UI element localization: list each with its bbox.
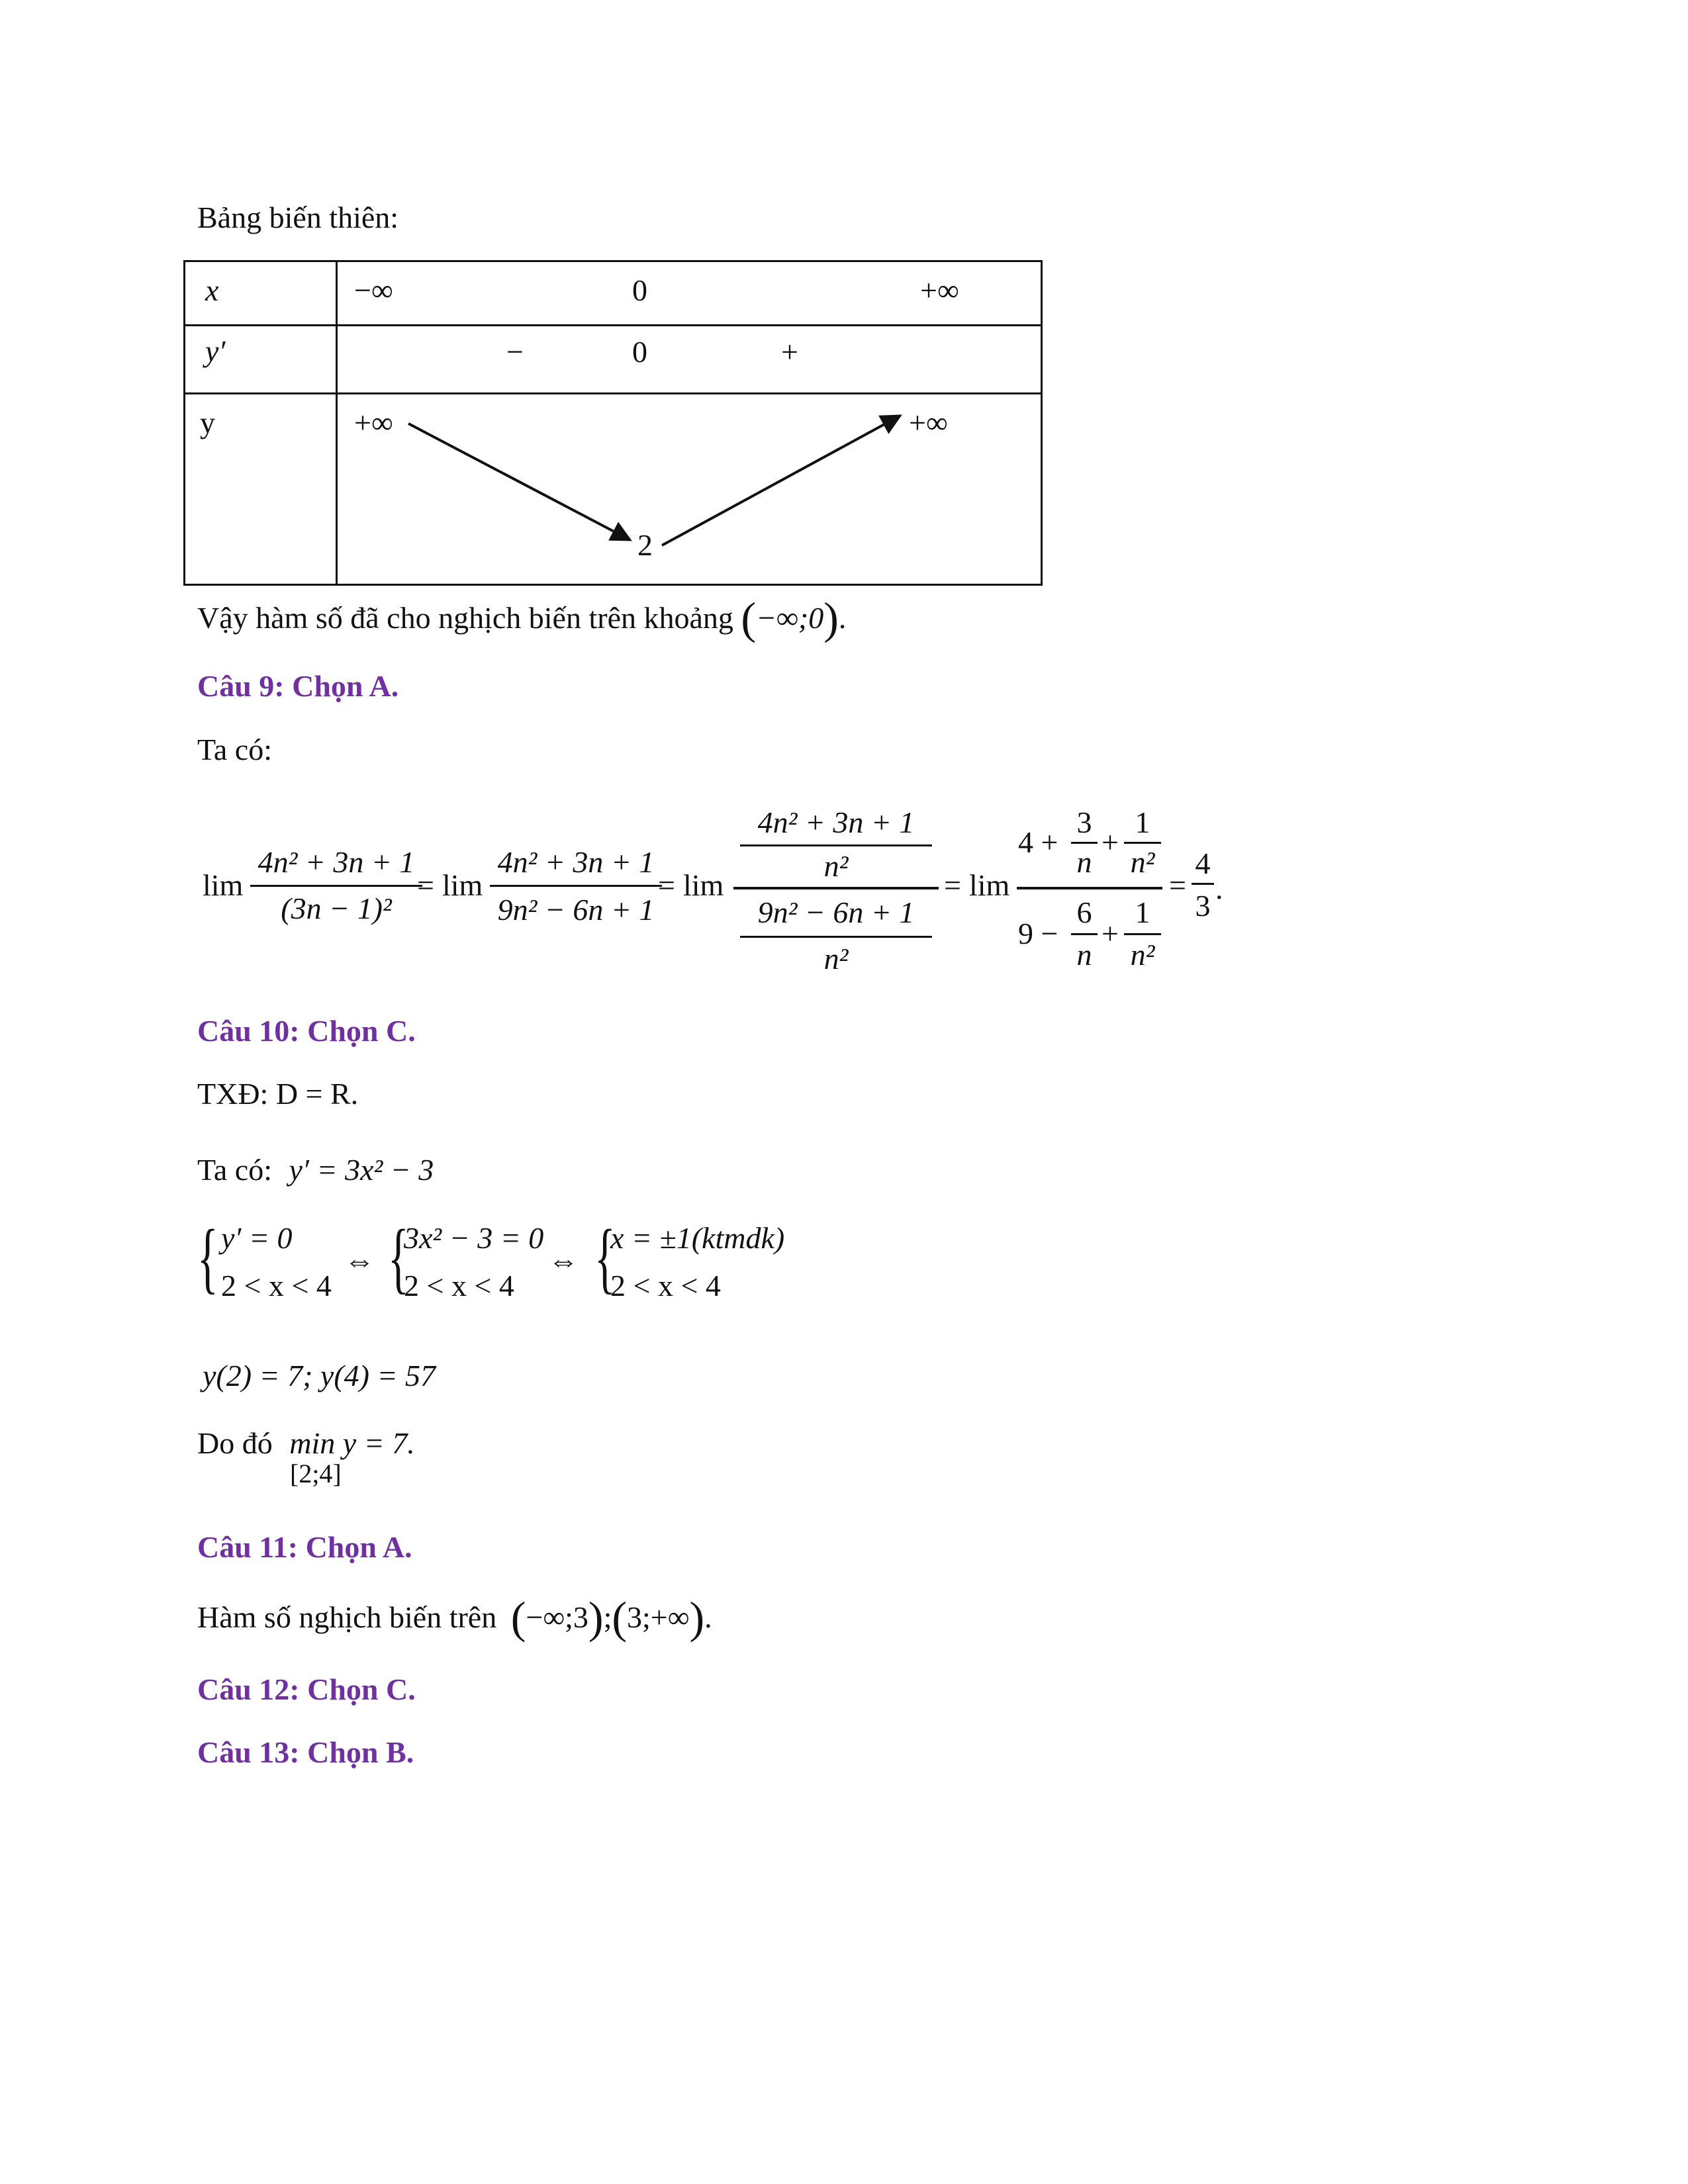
yprime-sign-plus: + <box>781 335 798 369</box>
lim-4: lim <box>969 868 1010 902</box>
x-value-zero: 0 <box>632 273 647 307</box>
fraction-4: 4 + 3 n + 1 n² 9 − 6 n + 1 n² <box>1017 807 1162 986</box>
lim-1: lim <box>203 868 244 902</box>
increasing-arrow <box>662 416 900 545</box>
conclusion-8: Vậy hàm số đã cho nghịch biến trên khoảng (−∞;0). <box>197 593 847 643</box>
q9-heading: Câu 9: Chọn A. <box>197 669 399 703</box>
yprime-zero: 0 <box>632 335 647 369</box>
q10-domain: TXĐ: D = R. <box>197 1077 359 1111</box>
f3-bottom-numerator: 9n² − 6n + 1 <box>757 895 915 929</box>
q13-heading: Câu 13: Chọn B. <box>197 1735 414 1769</box>
result-fraction <box>1192 848 1214 928</box>
f2-denominator: 9n² − 6n + 1 <box>497 893 655 927</box>
min-subscript: [2;4] <box>290 1459 342 1488</box>
f2-numerator: 4n² + 3n + 1 <box>497 845 655 879</box>
fraction-1 <box>250 847 422 933</box>
q10-min-line: Do đó min y = 7. <box>197 1426 415 1460</box>
row-x-label: x <box>205 273 219 307</box>
q11-heading: Câu 11: Chọn A. <box>197 1530 412 1564</box>
yprime-sign-minus: − <box>506 335 524 369</box>
conclusion-text: Vậy hàm số đã cho nghịch biến trên khoảng <box>197 601 733 635</box>
q10-derivative-line: Ta có: y′ = 3x² − 3 <box>197 1153 434 1187</box>
f1-numerator: 4n² + 3n + 1 <box>258 845 415 879</box>
min-expression: min y = 7. <box>289 1426 415 1460</box>
q9-intro: Ta có: <box>197 733 273 766</box>
variation-table <box>183 260 1043 586</box>
table-title: Bảng biến thiên: <box>197 201 399 234</box>
lim-2: lim <box>442 868 483 902</box>
x-value-neg-inf: −∞ <box>354 273 393 307</box>
q10-values: y(2) = 7; y(4) = 57 <box>203 1359 436 1392</box>
q11-interval-1: −∞;3 <box>526 1600 588 1634</box>
fraction-3 <box>733 807 939 986</box>
q11-interval-2: 3;+∞ <box>627 1600 690 1634</box>
result-denominator: 3 <box>1195 889 1211 923</box>
result-numerator: 4 <box>1195 846 1211 880</box>
q9-limit-expression: lim 4n² + 3n + 1 (3n − 1)² = lim 4n² + 3n + 1 9n² − 6n + 1 = lim 4n² + 3n + 1 n² 9n² − 6n + 1 n² = lim 4 + 3 n + 1 n² 9 − 6 n + 1 n² = 4 3 . <box>199 807 1205 986</box>
row-y-label: y <box>200 406 215 439</box>
derivative-expression: y′ = 3x² − 3 <box>289 1153 434 1187</box>
lim-3: lim <box>683 868 724 902</box>
q10-system: { y′ = 0 2 < x < 4 ⇔ { 3x² − 3 = 0 2 < x < 4 ⇔ { x = ±1(ktmdk) 2 < x < 4 <box>197 1213 785 1302</box>
f3-top-denominator: n² <box>823 849 849 883</box>
row-yprime-label: y′ <box>205 334 226 368</box>
y-min-value: 2 <box>637 528 653 562</box>
q10-heading: Câu 10: Chọn C. <box>197 1014 416 1048</box>
variation-arrows <box>185 262 1041 584</box>
q12-heading: Câu 12: Chọn C. <box>197 1672 416 1706</box>
fraction-2 <box>490 847 662 933</box>
x-value-pos-inf: +∞ <box>920 273 959 307</box>
decreasing-arrow <box>408 424 630 540</box>
y-right-inf: +∞ <box>909 406 948 439</box>
q11-text: Hàm số nghịch biến trên (−∞;3);(3;+∞). <box>197 1592 712 1643</box>
f1-denominator: (3n − 1)² <box>281 891 392 925</box>
f3-bottom-denominator: n² <box>823 942 849 976</box>
y-left-inf: +∞ <box>354 406 393 439</box>
conclusion-interval: −∞;0 <box>756 601 824 635</box>
f3-top-numerator: 4n² + 3n + 1 <box>757 805 915 839</box>
